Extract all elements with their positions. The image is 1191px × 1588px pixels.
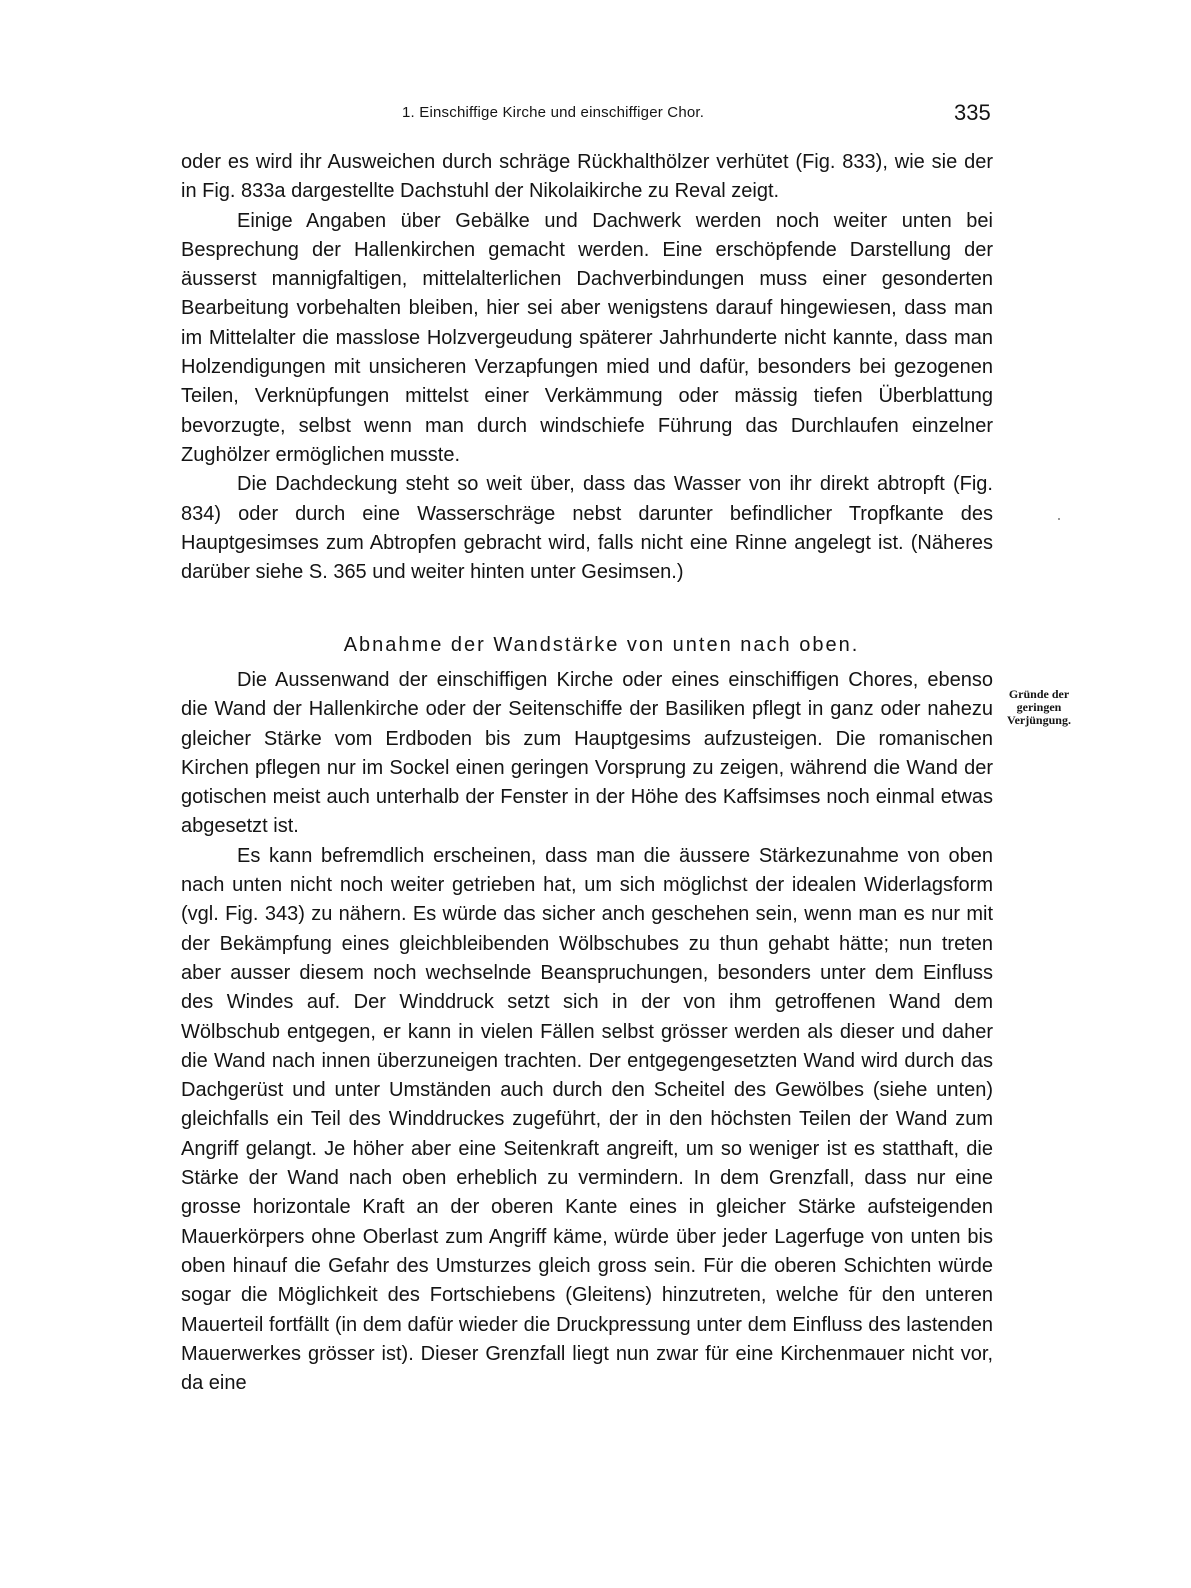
- paragraph: Die Aussenwand der einschiffigen Kirche oder eines einschiffigen Chores, ebenso die Wand der Hallenkirche oder der Seitenschiffe der Basiliken pflegt in ganz oder nahezu gleicher Stärke vom Erdboden bis zum Hauptgesims aufzusteigen. Die romanischen Kirchen pflegen nur im Sockel einen geringen Vorsprung zu zeigen, während die Wand der gotischen meist auch unterhalb der Fenster in der Höhe des Kaffsimses noch einmal etwas abgesetzt ist.: [181, 669, 993, 838]
- top-text-block: [181, 148, 993, 587]
- running-title: 1. Einschiffige Kirche und einschiffiger Chor.: [402, 104, 705, 121]
- section-heading-text: Abnahme der Wandstärke von unten nach oben.: [343, 634, 860, 656]
- main-text-block: [181, 666, 993, 1398]
- section-heading: [0, 634, 1191, 657]
- paragraph: Es kann befremdlich erscheinen, dass man die äussere Stärkezunahme von oben nach unten nicht noch weiter getrieben hat, um sich möglichst der idealen Widerlagsform (vgl. Fig. 343) zu nähern. Es würde das sicher anch geschehen sein, wenn man es nur mit der Bekämpfung eines gleichbleibenden Wölbschubes zu thun gehabt hätte; nun treten aber ausser diesem noch wechselnde Beanspruchungen, besonders unter dem Einfluss des Windes auf. Der Winddruck setzt sich in der von ihm getroffenen Wand dem Wölbschub entgegen, er kann in vielen Fällen selbst grösser werden als dieser und daher die Wand nach innen überzuneigen trachten. Der entgegengesetzten Wand wird durch das Dachgerüst und unter Umständen auch durch den Scheitel des Gewölbes (siehe unten) gleichfalls ein Teil des Winddruckes zugeführt, der in den höchsten Teilen der Wand zum Angriff gelangt. Je höher aber eine Seitenkraft angreift, um so weniger ist es statthaft, die Stärke der Wand nach oben erheblich zu vermindern. In dem Grenzfall, dass nur eine grosse horizontale Kraft an der oberen Kante eines in gleicher Stärke aufsteigenden Mauerkörpers ohne Oberlast zum Angriff käme, würde über jeder Lagerfuge von unten bis oben hinauf die Gefahr des Umsturzes gleich gross sein. Für die oberen Schichten würde sogar die Möglichkeit des Fortschiebens (Gleitens) hinzutreten, welche für den unteren Mauerteil fortfällt (in dem dafür wieder die Druckpressung unter dem Einfluss des lastenden Mauerwerkes grösser ist). Dieser Grenzfall liegt nun zwar für eine Kirchenmauer nicht vor, da eine: [181, 844, 993, 1395]
- page-number: 335: [954, 100, 991, 125]
- paragraph: Einige Angaben über Gebälke und Dachwerk werden noch weiter unten bei Besprechung der Hallenkirchen gemacht werden. Eine erschöpfende Darstellung der äusserst mannigfaltigen, mittelalterlichen Dachverbindungen muss einer gesonderten Bearbeitung vorbehalten bleiben, hier sei aber wenigstens darauf hingewiesen, dass man im Mittelalter die masslose Holzvergeudung späterer Jahrhunderte nicht kannte, dass man Holzendigungen mit unsicheren Verzapfungen mied und dafür, besonders bei gezogenen Teilen, Verknüpfungen mittelst einer Verkämmung oder mässig tiefen Überblattung bevorzugte, selbst wenn man durch windschiefe Führung das Durchlaufen einzelner Zughölzer ermöglichen musste.: [181, 209, 993, 466]
- paragraph: Die Dachdeckung steht so weit über, dass das Wasser von ihr direkt abtropft (Fig. 834) oder durch eine Wasserschräge nebst darunter befindlicher Tropfkante des Hauptgesimses zum Abtropfen gebracht wird, falls nicht eine Rinne angelegt ist. (Näheres darüber siehe S. 365 und weiter hinten unter Gesimsen.): [181, 473, 993, 584]
- paragraph: oder es wird ihr Ausweichen durch schräge Rückhalthölzer verhütet (Fig. 833), wie sie der in Fig. 833a dargestellte Dachstuhl der Nikolaikirche zu Reval zeigt.: [181, 151, 993, 203]
- margin-note: Gründe der geringen Verjüngung.: [1007, 687, 1071, 727]
- print-speck: [1058, 518, 1060, 520]
